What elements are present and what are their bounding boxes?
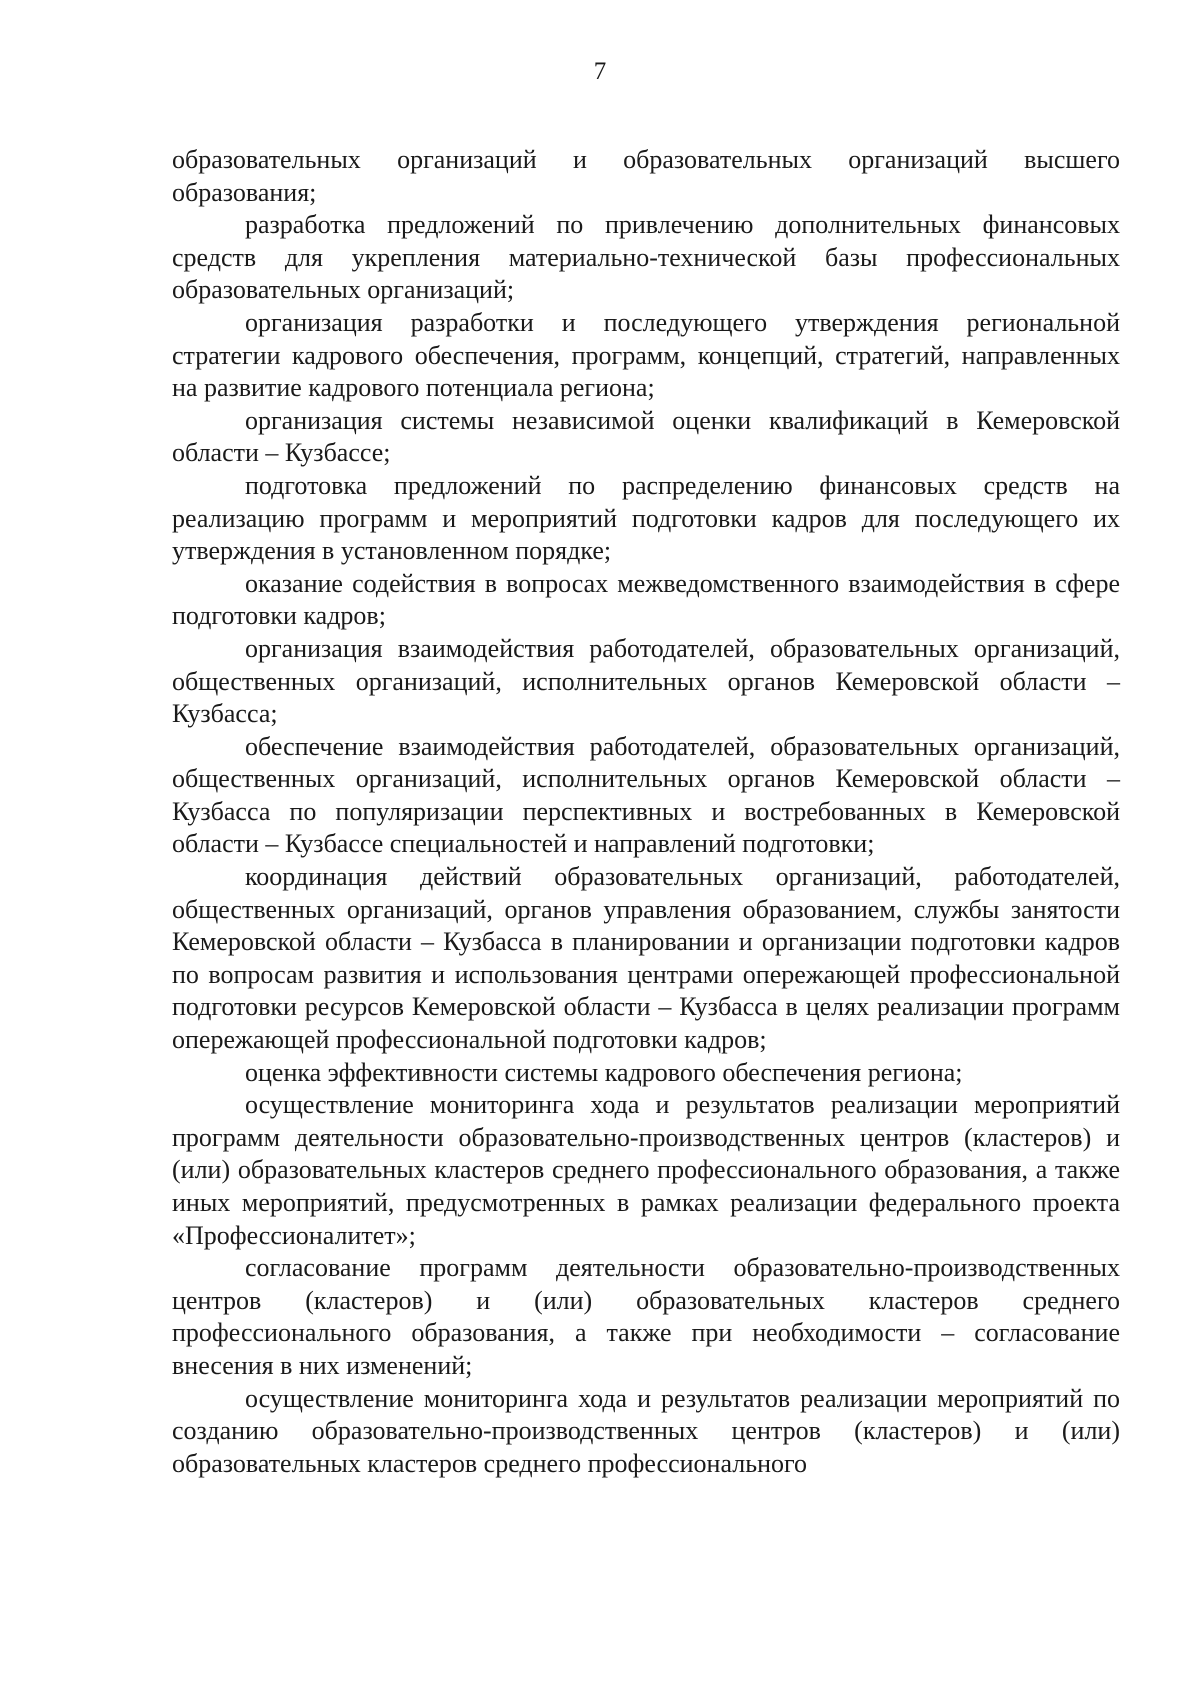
paragraph: осуществление мониторинга хода и результатов реализации мероприятий по созданию образовательно-производственных центров (кластеров) и (или) образовательных кластеров среднего профессионального [172, 1383, 1120, 1478]
page-number: 7 [593, 58, 607, 85]
paragraph: координация действий образовательных организаций, работодателей, общественных организаций, органов управления образованием, службы занятости Кемеровской области – Кузбасса в планировании и организации подготовки кадров по вопросам развития и использования центрами опережающей профессиональной подготовки ресурсов Кемеровской области – Кузбасса в целях реализации программ опережающей профессиональной подготовки кадров; [172, 862, 1120, 1055]
paragraph: оказание содействия в вопросах межведомственного взаимодействия в сфере подготовки кадров; [172, 568, 1120, 631]
paragraph: обеспечение взаимодействия работодателей, образовательных организаций, общественных организаций, исполнительных органов Кемеровской области – Кузбасса по популяризации перспективных и востребованных в Кемеровской области – Кузбассе специальностей и направлений подготовки; [172, 731, 1120, 859]
paragraph: образовательных организаций и образовательных организаций высшего образования; [172, 145, 1120, 207]
paragraph: подготовка предложений по распределению финансовых средств на реализацию программ и мероприятий подготовки кадров для последующего их утверждения в установленном порядке; [172, 470, 1120, 566]
paragraph: организация взаимодействия работодателей, образовательных организаций, общественных организаций, исполнительных органов Кемеровской области – Кузбасса; [172, 633, 1120, 729]
paragraph: осуществление мониторинга хода и результатов реализации мероприятий программ деятельности образовательно-производственных центров (кластеров) и (или) образовательных кластеров среднего профессионального образования, а также иных мероприятий, предусмотренных в рамках реализации федерального проекта «Профессионалитет»; [172, 1090, 1120, 1250]
paragraph: организация разработки и последующего утверждения региональной стратегии кадрового обеспечения, программ, концепций, стратегий, направленных на развитие кадрового потенциала региона; [172, 307, 1120, 403]
paragraph: согласование программ деятельности образовательно-производственных центров (кластеров) и (или) образовательных кластеров среднего профессионального образования, а также при необходимости – согласование внесения в них изменений; [172, 1253, 1120, 1380]
body-text [172, 144, 1120, 1480]
paragraph: разработка предложений по привлечению дополнительных финансовых средств для укрепления материально-технической базы профессиональных образовательных организаций; [172, 210, 1120, 305]
paragraph: организация системы независимой оценки квалификаций в Кемеровской области – Кузбассе; [172, 405, 1120, 468]
paragraph: оценка эффективности системы кадрового обеспечения региона; [245, 1057, 963, 1087]
